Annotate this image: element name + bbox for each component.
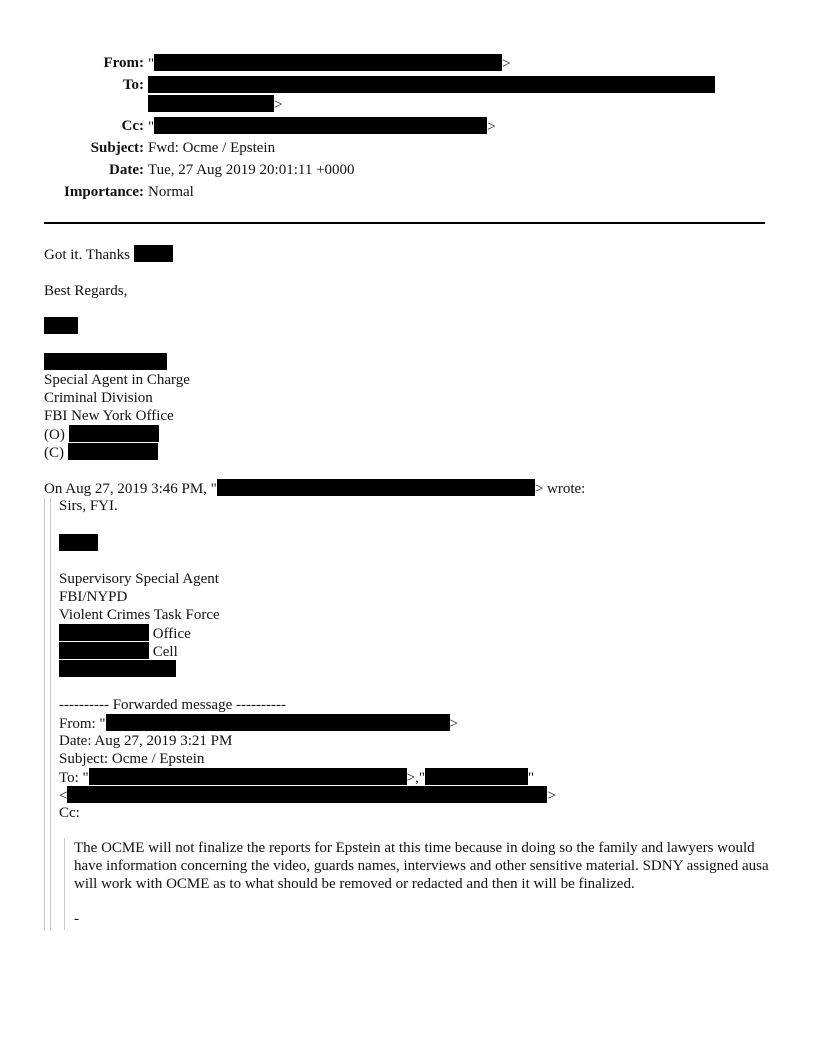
redaction-block bbox=[59, 642, 149, 659]
cc-label: Cc: bbox=[121, 118, 144, 134]
header-divider bbox=[44, 222, 765, 224]
redaction-block bbox=[148, 95, 274, 112]
subject-label: Subject: bbox=[90, 140, 144, 156]
redaction-block bbox=[44, 317, 78, 334]
redaction-block bbox=[67, 786, 547, 803]
quote-bar bbox=[64, 838, 65, 930]
redaction-block bbox=[44, 353, 167, 370]
redaction-block bbox=[217, 479, 535, 496]
sig-division: Criminal Division bbox=[44, 390, 153, 406]
quoted-initials bbox=[59, 534, 98, 553]
quoted-sig-org: FBI/NYPD bbox=[59, 589, 128, 605]
quoted-cell-phone: Cell bbox=[59, 642, 220, 660]
reply-greeting: Got it. Thanks bbox=[44, 245, 173, 264]
forwarded-trailer: - bbox=[74, 911, 79, 927]
importance-row bbox=[0, 183, 816, 201]
fwd-to-line: To: " >," " bbox=[59, 770, 535, 786]
to-label: To: bbox=[122, 77, 144, 93]
quote-bar bbox=[50, 498, 51, 930]
sig-office: FBI New York Office bbox=[44, 408, 174, 424]
signer-initials bbox=[44, 317, 78, 336]
fwd-subject-line: Subject: Ocme / Epstein bbox=[59, 751, 205, 767]
redaction-block bbox=[148, 76, 715, 93]
redaction-block bbox=[154, 117, 487, 134]
date-value: Tue, 27 Aug 2019 20:01:11 +0000 bbox=[148, 162, 355, 178]
reply-closing: Best Regards, bbox=[44, 283, 128, 299]
to-row-continued: > bbox=[0, 95, 816, 113]
fwd-cc-line: Cc: bbox=[59, 805, 80, 821]
cc-value: " > bbox=[148, 119, 496, 135]
sig-title: Special Agent in Charge bbox=[44, 372, 190, 388]
subject-value: Fwd: Ocme / Epstein bbox=[148, 140, 276, 156]
quote-attribution: On Aug 27, 2019 3:46 PM, " > wrote: bbox=[44, 481, 586, 497]
subject-row bbox=[0, 139, 816, 157]
forward-separator: ---------- Forwarded message ---------- bbox=[59, 697, 286, 713]
date-label: Date: bbox=[109, 162, 144, 178]
fwd-to-line-continued: < > bbox=[59, 788, 556, 804]
quote-intro: Sirs, FYI. bbox=[59, 498, 118, 514]
redaction-block bbox=[59, 624, 149, 641]
forwarded-header bbox=[59, 696, 556, 822]
from-label: From: bbox=[103, 55, 144, 71]
redaction-block bbox=[134, 245, 173, 262]
redaction-block bbox=[425, 768, 528, 785]
quoted-sig-title: Supervisory Special Agent bbox=[59, 571, 219, 587]
importance-label: Importance: bbox=[64, 184, 144, 200]
fwd-from-line: From: " > bbox=[59, 716, 459, 732]
fwd-date-line: Date: Aug 27, 2019 3:21 PM bbox=[59, 733, 233, 749]
cc-row bbox=[0, 117, 816, 135]
redaction-block bbox=[106, 714, 450, 731]
redaction-block bbox=[69, 425, 159, 442]
quoted-signature bbox=[59, 570, 220, 678]
date-row bbox=[0, 161, 816, 179]
from-value: " > bbox=[148, 56, 511, 72]
sig-cell-phone: (C) bbox=[44, 443, 190, 461]
from-row bbox=[0, 54, 816, 72]
redaction-block bbox=[59, 660, 176, 677]
to-row bbox=[0, 76, 816, 94]
redaction-block bbox=[68, 443, 158, 460]
forwarded-body: The OCME will not finalize the reports for Epstein at this time because in doing so the family and lawyers would have information concerning the video, guards names, interviews and other sensitive material. SDNY assigned ausa will work with OCME as to what should be removed or redacted and then it will be finalized. bbox=[74, 840, 769, 892]
quote-bar bbox=[44, 498, 45, 930]
redaction-block bbox=[154, 54, 502, 71]
importance-value: Normal bbox=[148, 184, 194, 200]
quoted-sig-unit: Violent Crimes Task Force bbox=[59, 607, 220, 623]
sig-office-phone: (O) bbox=[44, 425, 190, 443]
redaction-block bbox=[89, 768, 407, 785]
redaction-block bbox=[59, 534, 98, 551]
reply-signature bbox=[44, 353, 190, 461]
quoted-office-phone: Office bbox=[59, 624, 220, 642]
to-value bbox=[148, 76, 715, 95]
